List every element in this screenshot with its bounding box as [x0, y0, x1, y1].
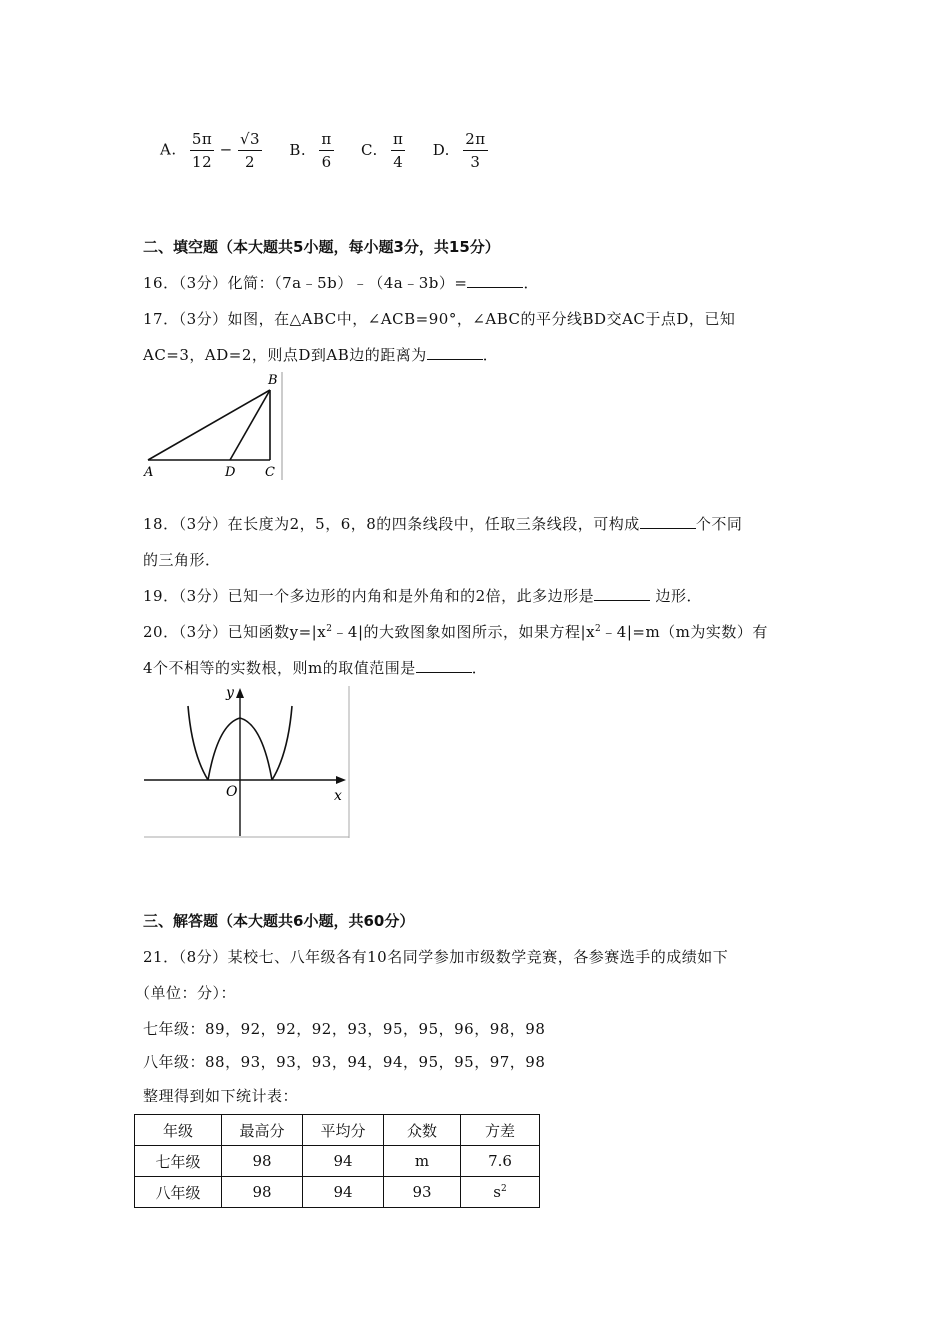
header-cell: 最高分: [222, 1115, 303, 1146]
table-cell: 八年级: [135, 1177, 222, 1208]
header-cell: 方差: [461, 1115, 540, 1146]
label-b: B: [268, 373, 278, 388]
question-21-line-1: 21．（8分）某校七、八年级各有10名同学参加市级数学竞赛，各参赛选手的成绩如下: [143, 948, 729, 966]
answer-blank: [467, 275, 523, 288]
question-20-line-1: 20．（3分）已知函数$y=|x^2﹣4|$的大致图象如图所示，如果方程$|x^2﹣4|=m(m$为实数）有: [143, 623, 768, 641]
table-intro: 整理得到如下统计表：: [143, 1087, 299, 1105]
grade-8-scores: 八年级：88，93，93，93，94，94，95，95，97，98: [143, 1053, 546, 1071]
section-3-heading: 三、解答题（本大题共6小题，共60分）: [143, 912, 415, 930]
table-cell: 7.6: [461, 1146, 540, 1177]
label-d: D: [225, 465, 236, 480]
question-16: 16．（3分）化简：（7a﹣5b）﹣（4a﹣3b）= ．: [143, 274, 539, 292]
table-cell: 94: [303, 1146, 384, 1177]
label-c: C: [265, 465, 275, 480]
answer-blank: [640, 516, 696, 529]
option-d-fraction: $\frac{2\pi}{3}$: [465, 130, 486, 171]
label-a: A: [144, 465, 154, 480]
option-d-label: D.: [432, 140, 450, 159]
triangle-abc-figure: [140, 368, 290, 483]
segment-ab: [148, 390, 270, 460]
label-o: O: [226, 784, 238, 800]
table-row: [135, 1177, 540, 1208]
option-c-label: C.: [361, 140, 378, 159]
table-cell: 98: [222, 1177, 303, 1208]
question-19: 19．（3分）已知一个多边形的内角和是外角和的2倍，此多边形是 边形．: [143, 587, 702, 605]
table-cell: 七年级: [135, 1146, 222, 1177]
q15-options: [160, 130, 488, 171]
segment-bd: [230, 390, 270, 460]
x-axis-arrow: [336, 776, 346, 784]
table-header-row: [135, 1115, 540, 1146]
option-c-fraction: $\frac{\pi}{4}$: [393, 130, 404, 171]
statistics-table: [134, 1114, 540, 1208]
answer-blank: [594, 588, 650, 601]
table-cell: 94: [303, 1177, 384, 1208]
curve-right-branch: [272, 706, 292, 780]
answer-blank: [427, 347, 483, 360]
table-cell: m: [384, 1146, 461, 1177]
question-18-line-1: 18．（3分）在长度为2，5，6，8的四条线段中，任取三条线段，可构成 个不同: [143, 515, 743, 533]
table-cell: $s^2$: [461, 1177, 540, 1208]
option-a-minus: −: [219, 140, 233, 159]
section-2-heading: 二、填空题（本大题共5小题，每小题3分，共15分）: [143, 238, 500, 256]
question-21-line-2: （单位：分）：: [135, 984, 237, 1002]
table-cell: 93: [384, 1177, 461, 1208]
answer-blank: [416, 660, 472, 673]
option-b-fraction: $\frac{\pi}{6}$: [321, 130, 332, 171]
header-cell: 平均分: [303, 1115, 384, 1146]
grade-7-scores: 七年级：89，92，92，92，93，95，95，96，98，98: [143, 1020, 546, 1038]
option-a-label: A.: [160, 140, 177, 159]
header-cell: 年级: [135, 1115, 222, 1146]
function-graph-figure: [142, 684, 352, 840]
table-row: [135, 1146, 540, 1177]
option-b-label: B.: [289, 140, 307, 159]
question-18-line-2: 的三角形．: [143, 551, 221, 569]
question-17-line-2: AC=3，AD=2，则点D到AB边的距离为 ．: [143, 346, 499, 364]
header-cell: 众数: [384, 1115, 461, 1146]
curve-left-branch: [188, 706, 208, 780]
y-axis-arrow: [236, 688, 244, 698]
option-a-fraction-1: $\frac{5\pi}{12}$: [191, 130, 213, 171]
option-a-fraction-2: $\frac{√3}{2}$: [239, 130, 261, 171]
question-17-line-1: 17．（3分）如图，在△ABC中，∠ACB=90°，∠ABC的平分线BD交AC于点D，已知: [143, 310, 736, 328]
label-y: y: [226, 685, 234, 701]
label-x: x: [334, 788, 342, 804]
question-20-line-2: 4个不相等的实数根，则m的取值范围是 ．: [143, 659, 488, 677]
table-cell: 98: [222, 1146, 303, 1177]
